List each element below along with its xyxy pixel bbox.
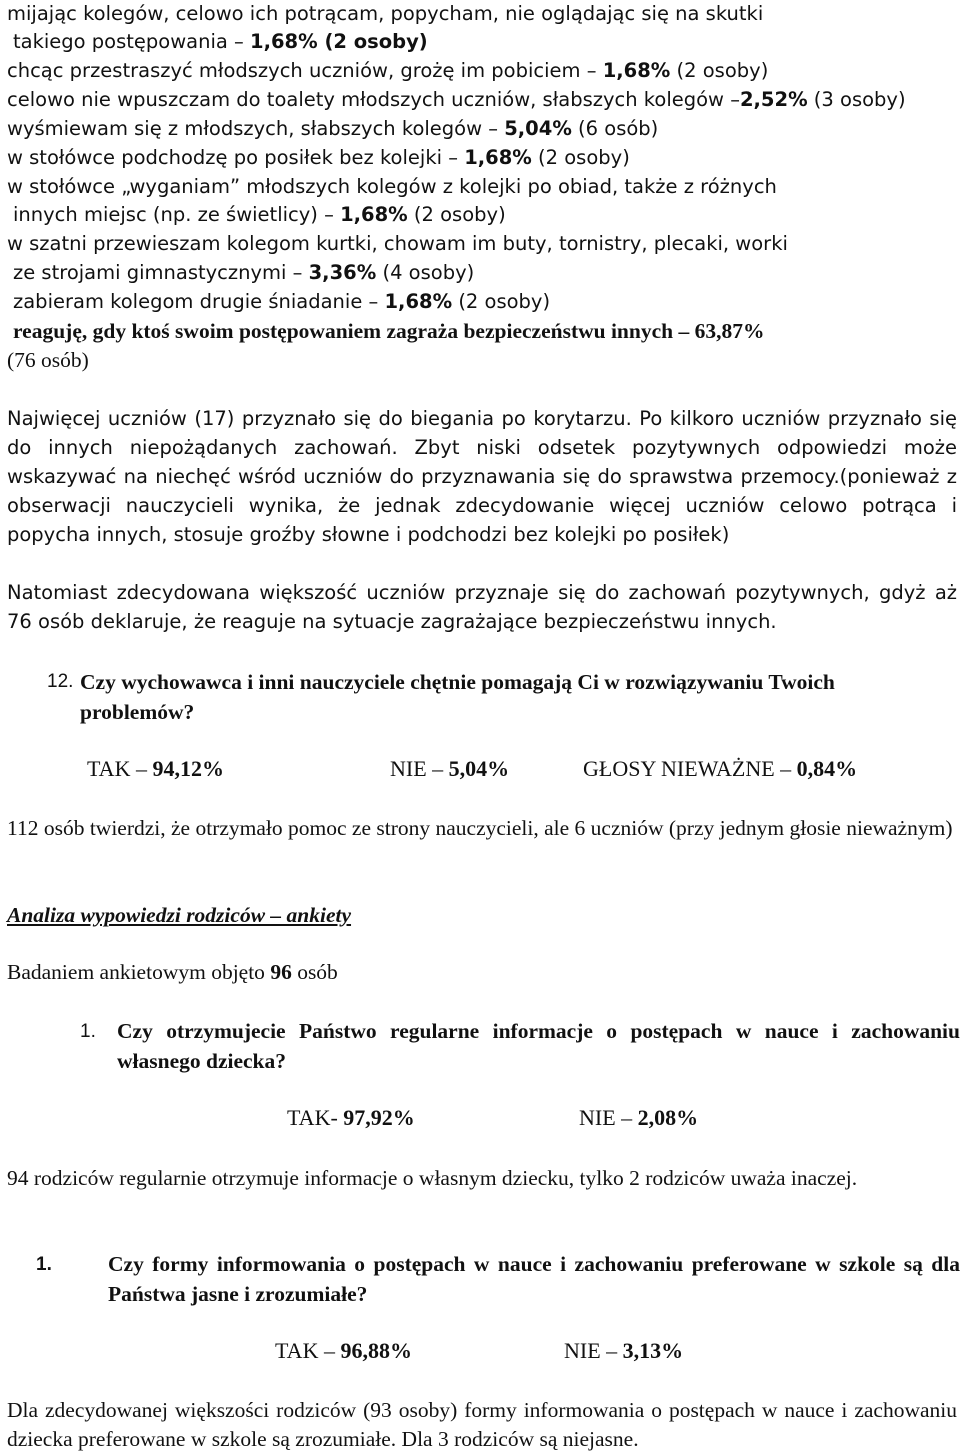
behavior-line-11 [13,288,550,316]
answer-label: NIE – [390,756,449,781]
intro-count: 96 [270,960,292,984]
behavior-count: (4 osoby) [376,261,475,284]
answer-value: 96,88% [340,1338,412,1363]
answer-yes [287,1105,415,1131]
behavior-line-1 [7,0,763,28]
behavior-percent: 1,68% [340,203,408,226]
answer-yes [275,1338,412,1364]
behavior-count: (76 osób) [7,348,89,372]
answer-value: 97,92% [343,1105,415,1130]
behavior-text: innych miejsc (np. ze świetlicy) – [13,203,341,226]
answer-no [564,1338,683,1364]
behavior-line-5 [7,115,658,143]
question-number: 12. [47,671,74,692]
summary-paragraph-2: Natomiast zdecydowana większość uczniów przyznaje się do zachowań pozytywnych, gdyż aż 76 osób deklaruje, że reaguje na sytuacje zagrażające bezpieczeństwu innych. [7,581,957,633]
behavior-percent: 1,68% [384,290,453,313]
behavior-line-6 [7,144,630,172]
parent-question-2-text: Czy formy informowania o postępach w nauce i zachowaniu preferowane w szkole są dla Państwa jasne i zrozumiałe? [108,1252,960,1306]
answer-no [579,1105,698,1131]
behavior-line-9 [7,230,788,258]
behavior-count: (2 osoby) [407,203,506,226]
answer-label: GŁOSY NIEWAŻNE – [583,756,797,781]
answer-label: TAK- [287,1105,344,1130]
behavior-percent: 1,68% (2 osoby) [250,30,428,53]
summary-paragraph: Najwięcej uczniów (17) przyznało się do biegania po korytarzu. Po kilkoro uczniów przyznało się do innych niepożądanych zachowań. Zbyt niski odsetek pozytywnych odpowiedzi może wskazywać na niechęć wśród uczniów do przyznawania się do sprawstwa przemocy.(ponieważ z obserwacji nauczycieli wynika, że jednak zdecydowanie więcej uczniów celowo potrąca i popycha innych, stosuje groźby słowne i podchodzi bez kolejki po posiłek) [7,407,957,546]
behavior-text: mijając kolegów, celowo ich potrącam, popycham, nie oglądając się na skutki [7,2,764,25]
behavior-percent: 5,04% [504,117,572,140]
answer-no [390,756,509,782]
behavior-percent: 1,68% [464,146,532,169]
behavior-line-3 [7,57,768,85]
intro-text: Badaniem ankietowym objęto [7,960,271,984]
question-number: 1. [36,1254,52,1275]
survey-intro [7,958,338,986]
behavior-line-2 [13,28,428,56]
answer-label: TAK – [87,756,153,781]
behavior-text: w stołówce „wyganiam” młodszych kolegów z kolejki po obiad, także z różnych [7,175,777,198]
behavior-percent: – 63,87% [673,319,765,343]
answer-yes [87,756,224,782]
section-heading [7,901,351,929]
behavior-text: chcąc przestraszyć młodszych uczniów, grożę im pobiciem – [7,59,603,82]
behavior-count: (6 osób) [571,117,659,140]
behavior-line-8 [13,201,506,229]
behavior-line-4 [7,86,906,114]
behavior-count: (2 osoby) [670,59,769,82]
behavior-count: (2 osoby) [452,290,551,313]
parent-question-1-comment: 94 rodziców regularnie otrzymuje informacje o własnym dziecku, tylko 2 rodziców uważa inaczej. [7,1166,858,1190]
answer-invalid [583,756,857,782]
question-12-comment: 112 osób twierdzi, że otrzymało pomoc ze strony nauczycieli, ale 6 uczniów (przy jednym głosie nieważnym) [7,816,953,840]
parent-question-1-text: Czy otrzymujecie Państwo regularne informacje o postępach w nauce i zachowaniu własnego dziecka? [117,1019,960,1073]
answer-label: NIE – [564,1338,623,1363]
behavior-text: wyśmiewam się z młodszych, słabszych kolegów – [7,117,505,140]
answer-value: 0,84% [796,756,858,781]
behavior-percent: 1,68% [602,59,671,82]
behavior-text: w stołówce podchodzę po posiłek bez kolejki – [7,146,465,169]
behavior-text: takiego postępowania – [13,30,250,53]
section-heading-text: Analiza wypowiedzi rodziców – ankiety [7,903,352,927]
answer-label: NIE – [579,1105,638,1130]
behavior-text: w szatni przewieszam kolegom kurtki, chowam im buty, tornistry, plecaki, worki [7,232,788,255]
answer-value: 2,08% [637,1105,699,1130]
answer-value: 5,04% [448,756,510,781]
behavior-line-7 [7,173,777,201]
behavior-text: reaguję, gdy ktoś swoim postępowaniem zagraża bezpieczeństwu innych [13,319,674,343]
behavior-text: ze strojami gimnastycznymi – [13,261,309,284]
answer-value: 3,13% [622,1338,684,1363]
behavior-line-10 [13,259,474,287]
question-number: 1. [80,1021,96,1042]
behavior-line-13 [7,346,89,374]
behavior-count: (2 osoby) [531,146,630,169]
intro-tail: osób [291,960,338,984]
question-12-text: Czy wychowawca i inni nauczyciele chętnie pomagają Ci w rozwiązywaniu Twoich problemów? [80,670,835,724]
behavior-line-12 [13,317,764,345]
behavior-text: zabieram kolegom drugie śniadanie – [13,290,385,313]
answer-value: 94,12% [152,756,224,781]
behavior-count: (3 osoby) [807,88,906,111]
parent-question-2-comment: Dla zdecydowanej większości rodziców (93 osoby) formy informowania o postępach w nauce i zachowaniu dziecka preferowane w szkole są zrozumiałe. Dla 3 rodziców są niejasne. [7,1398,957,1451]
behavior-text: celowo nie wpuszczam do toalety młodszych uczniów, słabszych kolegów – [7,88,740,111]
answer-label: TAK – [275,1338,341,1363]
behavior-percent: 2,52% [739,88,808,111]
behavior-percent: 3,36% [308,261,377,284]
